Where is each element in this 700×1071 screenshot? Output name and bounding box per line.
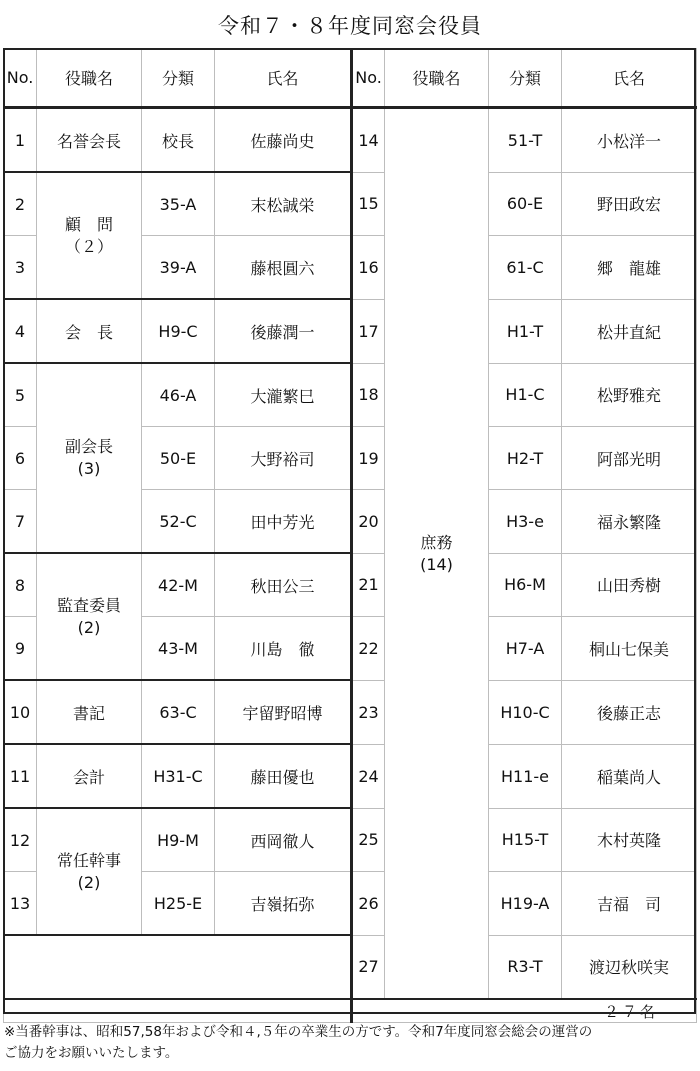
footnote xyxy=(4,1022,696,1064)
class-cell: H7-A xyxy=(489,617,562,681)
name-cell: 郷 龍雄 xyxy=(562,236,697,300)
table-row xyxy=(4,363,697,427)
name-cell: 野田政宏 xyxy=(562,172,697,236)
row-no: 11 xyxy=(4,744,37,808)
table-row xyxy=(4,172,697,236)
role-count: (2) xyxy=(77,617,101,637)
role-cell: 会計 xyxy=(37,744,142,808)
role-cell-general-affairs xyxy=(385,108,489,1000)
name-cell: 渡辺秋咲実 xyxy=(562,935,697,999)
header-class: 分類 xyxy=(142,49,215,108)
class-cell: H3-e xyxy=(489,490,562,554)
name-cell: 松野雅充 xyxy=(562,363,697,427)
row-no: 10 xyxy=(4,680,37,744)
role-count: (14) xyxy=(420,554,453,574)
class-cell: 39-A xyxy=(142,236,215,300)
total-row xyxy=(4,999,697,1023)
total-count: ２７名 xyxy=(352,999,697,1023)
class-cell: 42-M xyxy=(142,553,215,617)
row-no: 26 xyxy=(352,872,385,936)
name-cell: 秋田公三 xyxy=(215,553,352,617)
header-no-right: No. xyxy=(352,49,385,108)
name-cell: 田中芳光 xyxy=(215,490,352,554)
role-cell xyxy=(37,553,142,680)
name-cell: 後藤潤一 xyxy=(215,299,352,363)
class-cell: 35-A xyxy=(142,172,215,236)
table-row xyxy=(4,299,697,363)
name-cell: 阿部光明 xyxy=(562,427,697,490)
name-cell: 小松洋一 xyxy=(562,108,697,173)
class-cell: H31-C xyxy=(142,744,215,808)
role-label: 庶務 xyxy=(420,532,453,552)
name-cell: 藤根圓六 xyxy=(215,236,352,300)
class-cell: 50-E xyxy=(142,427,215,490)
footnote-line-2: ご協力をお願いいたします。 xyxy=(4,1045,179,1061)
role-label: 副会長 xyxy=(64,437,113,456)
role-count: (2) xyxy=(77,872,101,892)
name-cell: 吉嶺拓弥 xyxy=(215,872,352,936)
class-cell: H6-M xyxy=(489,553,562,617)
name-cell: 山田秀樹 xyxy=(562,553,697,617)
row-no: 25 xyxy=(352,808,385,872)
name-cell: 宇留野昭博 xyxy=(215,680,352,744)
class-cell: 61-C xyxy=(489,236,562,300)
name-cell: 後藤正志 xyxy=(562,680,697,744)
footnote-line-1: ※当番幹事は、昭和57,58年および令和４,５年の卒業生の方です。令和7年度同窓会総会の運営の xyxy=(4,1024,593,1040)
class-cell: H9-M xyxy=(142,808,215,872)
table-header-row xyxy=(4,49,697,108)
role-cell xyxy=(37,808,142,935)
header-name: 氏名 xyxy=(215,49,352,108)
class-cell: H1-T xyxy=(489,299,562,363)
role-count: (3) xyxy=(77,459,101,478)
table-row xyxy=(4,680,697,744)
row-no: 27 xyxy=(352,935,385,999)
role-label: 顧 問 xyxy=(64,214,113,234)
row-no: 6 xyxy=(4,427,37,490)
name-cell: 佐藤尚史 xyxy=(215,108,352,173)
class-cell: R3-T xyxy=(489,935,562,999)
name-cell: 川島 徹 xyxy=(215,617,352,681)
name-cell: 稲葉尚人 xyxy=(562,744,697,808)
total-empty-cell xyxy=(4,999,352,1023)
row-no: 21 xyxy=(352,553,385,617)
role-cell: 会 長 xyxy=(37,299,142,363)
name-cell: 木村英隆 xyxy=(562,808,697,872)
role-label: 監査委員 xyxy=(56,595,121,615)
class-cell: 52-C xyxy=(142,490,215,554)
row-no: 23 xyxy=(352,680,385,744)
role-cell: 名誉会長 xyxy=(37,108,142,173)
row-no: 8 xyxy=(4,553,37,617)
name-cell: 吉福 司 xyxy=(562,872,697,936)
name-cell: 末松誠栄 xyxy=(215,172,352,236)
row-no: 19 xyxy=(352,427,385,490)
header-role: 役職名 xyxy=(37,49,142,108)
header-name-right: 氏名 xyxy=(562,49,697,108)
class-cell: H19-A xyxy=(489,872,562,936)
row-no: 3 xyxy=(4,236,37,300)
row-no: 2 xyxy=(4,172,37,236)
table-row xyxy=(4,108,697,173)
header-role-right: 役職名 xyxy=(385,49,489,108)
name-cell: 大野裕司 xyxy=(215,427,352,490)
row-no: 24 xyxy=(352,744,385,808)
class-cell: 60-E xyxy=(489,172,562,236)
table-row xyxy=(4,553,697,617)
row-no: 13 xyxy=(4,872,37,936)
class-cell: H10-C xyxy=(489,680,562,744)
table-row xyxy=(4,935,697,999)
class-cell: H2-T xyxy=(489,427,562,490)
row-no: 18 xyxy=(352,363,385,427)
empty-cell xyxy=(4,935,352,999)
row-no: 14 xyxy=(352,108,385,173)
name-cell: 桐山七保美 xyxy=(562,617,697,681)
header-class-right: 分類 xyxy=(489,49,562,108)
row-no: 20 xyxy=(352,490,385,554)
role-cell xyxy=(37,172,142,299)
name-cell: 松井直紀 xyxy=(562,299,697,363)
table-row xyxy=(4,744,697,808)
name-cell: 福永繁隆 xyxy=(562,490,697,554)
class-cell: H1-C xyxy=(489,363,562,427)
row-no: 15 xyxy=(352,172,385,236)
row-no: 5 xyxy=(4,363,37,427)
class-cell: 校長 xyxy=(142,108,215,173)
class-cell: H25-E xyxy=(142,872,215,936)
class-cell: 51-T xyxy=(489,108,562,173)
header-no: No. xyxy=(4,49,37,108)
class-cell: H11-e xyxy=(489,744,562,808)
role-cell xyxy=(37,363,142,553)
name-cell: 西岡徹人 xyxy=(215,808,352,872)
class-cell: 46-A xyxy=(142,363,215,427)
row-no: 4 xyxy=(4,299,37,363)
row-no: 12 xyxy=(4,808,37,872)
row-no: 17 xyxy=(352,299,385,363)
role-label: 常任幹事 xyxy=(56,850,121,870)
page-title: 令和７・８年度同窓会役員 xyxy=(218,14,482,38)
row-no: 16 xyxy=(352,236,385,300)
name-cell: 大瀧繁巳 xyxy=(215,363,352,427)
row-no: 22 xyxy=(352,617,385,681)
officers-table xyxy=(3,48,697,1023)
class-cell: 63-C xyxy=(142,680,215,744)
class-cell: H15-T xyxy=(489,808,562,872)
role-count: （２） xyxy=(64,236,113,256)
row-no: 1 xyxy=(4,108,37,173)
table-row xyxy=(4,808,697,872)
row-no: 9 xyxy=(4,617,37,681)
class-cell: H9-C xyxy=(142,299,215,363)
row-no: 7 xyxy=(4,490,37,554)
class-cell: 43-M xyxy=(142,617,215,681)
role-cell: 書記 xyxy=(37,680,142,744)
name-cell: 藤田優也 xyxy=(215,744,352,808)
